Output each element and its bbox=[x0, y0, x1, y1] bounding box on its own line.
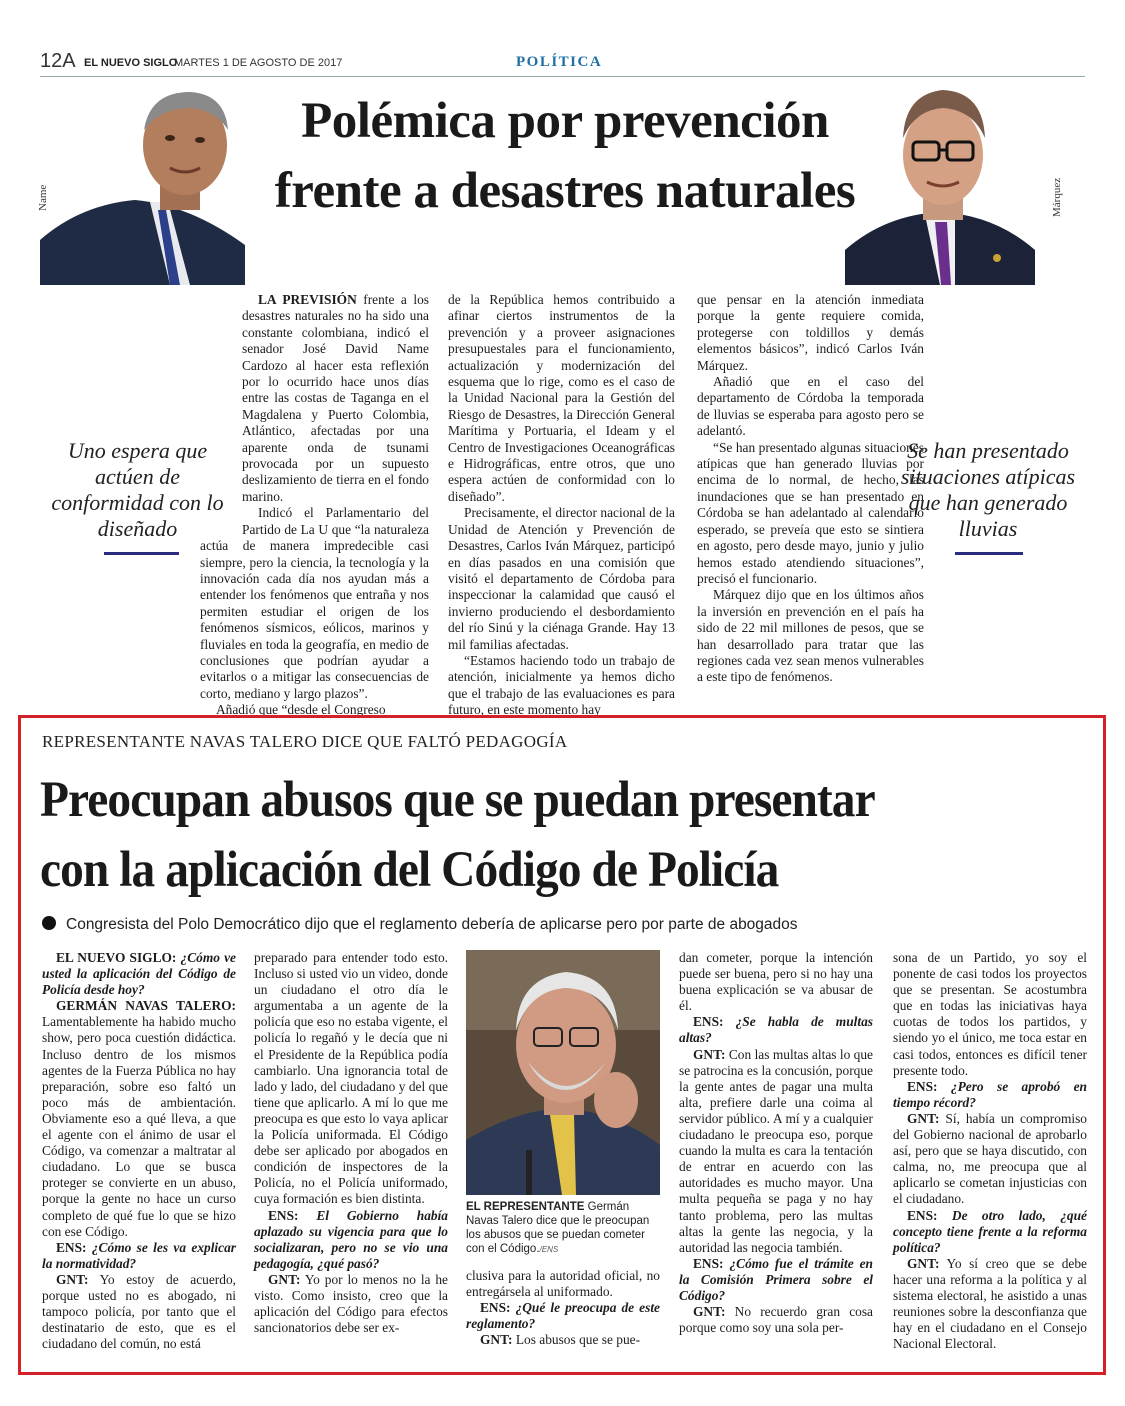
photo-navas-talero bbox=[466, 950, 660, 1195]
paragraph: Añadió que en el caso del departamento de Córdoba la temporada de lluvias se esperaba para agosto pero se adelantó. bbox=[697, 374, 924, 439]
speaker-label: GNT: bbox=[907, 1255, 940, 1271]
question: ¿Qué le preocupa de este reglamento? bbox=[466, 1300, 660, 1332]
article1-column-1 bbox=[200, 292, 429, 719]
speaker-label: GNT: bbox=[693, 1304, 726, 1320]
speaker-label: ENS: bbox=[480, 1300, 511, 1316]
paragraph: que pensar en la atención inmediata porque la gente requiere comida, protegerse con toldillos y demás elementos básicos”, indicó Carlos Iván Márquez. bbox=[697, 292, 924, 373]
speaker-label: ENS: bbox=[693, 1014, 724, 1030]
article2-column-4 bbox=[679, 950, 873, 1336]
speaker-label: GNT: bbox=[56, 1271, 89, 1287]
paragraph: clusiva para la autoridad oficial, no entregársela al uniformado. bbox=[466, 1268, 660, 1300]
article2-column-3 bbox=[466, 1268, 660, 1348]
headline-line-1: Preocupan abusos que se puedan presentar bbox=[40, 772, 875, 828]
speaker-label: GERMÁN NAVAS TALERO: bbox=[56, 998, 236, 1014]
question: ¿Cómo fue el trámite en la Comisión Primera sobre el Código? bbox=[679, 1255, 873, 1303]
photo-credit-left: Name bbox=[37, 184, 49, 211]
paragraph: de la República hemos contribuido a afinar ciertos instrumentos de la prevención y a proveer asignaciones presupuestales para el funcionamiento, actualización y modernización del esquema que lo rige, como es el caso de la Unidad Nacional para la Gestión del Riesgo de Desastres, la Dirección General Marítima y Portuaria, el Ideam y el Centro de Investigaciones Oceanográficas e Hidrográficas, entre otros, que uno espera actúen de conformidad con lo diseñado”. bbox=[448, 292, 675, 504]
subhead-text: Congresista del Polo Democrático dijo que el reglamento debería de aplicarse pero por parte de abogados bbox=[66, 916, 798, 933]
paragraph: sona de un Partido, yo soy el ponente de casi todos los proyectos que se presentan. Se acostumbra que en todas las iniciativas haya cuotas de todos los partidos, y siendo yo el único, me toca estar en casi todos, entonces es difícil tener presente todo. bbox=[893, 950, 1087, 1078]
paragraph: Añadió que “desde el Congreso bbox=[216, 702, 386, 718]
answer: Sí, había un compromiso del Gobierno nacional de aprobarlo así, pero que se haya discutido, con calma, no, me preocupa que al aplicarlo se cometan injusticias con el ciudadano. bbox=[893, 1110, 1087, 1207]
pull-quote-space bbox=[200, 392, 242, 527]
article2-column-1 bbox=[42, 950, 236, 1352]
question: ¿Cómo se les va explicar la normatividad? bbox=[42, 1239, 236, 1271]
answer: Lamentablemente ha habido mucho show, pero poca cuestión didáctica. Incluso dentro de los mismos agentes de la Fuerza Pública no hay preparación, sobre eso faltó un poco más de ambientación. Obviamente eso a qué lleva, a que el agente con el ánimo de usar el Código, va comenzar a maltratar al ciudadano. Lo que se busca proteger se convierte en un abuso, porque la gente no hace un curso completo de qué fue lo que se hizo con ese Código. bbox=[42, 1014, 236, 1239]
speaker-label: EL NUEVO SIGLO: bbox=[56, 950, 177, 965]
article2-subhead bbox=[42, 916, 798, 934]
speaker-label: GNT: bbox=[480, 1332, 513, 1348]
caption-credit: /ENS bbox=[539, 1245, 559, 1254]
pull-quote-left: Uno espera que actúen de conformidad con lo diseñado bbox=[51, 438, 224, 541]
question: ¿Pero se aprobó en tiempo récord? bbox=[893, 1078, 1087, 1110]
photo-name bbox=[40, 80, 245, 285]
bullet-icon bbox=[42, 916, 56, 930]
pull-quote-right: Se han presentado situaciones atípicas que han generado lluvias bbox=[900, 438, 1076, 541]
paragraph: dan cometer, porque la intención puede ser buena, pero si no hay una buena explicación se va abusar de él. bbox=[679, 950, 873, 1014]
answer: Con las multas altas lo que se patrocina es la concusión, porque la gente antes de pagar una multa alta, prefiere darle una coima al servidor público. A mí y a cualquier ciudadano le preocupa eso, porque cuando la multa es cara la tentación de entrar en acuerdo con las autoridades es mucho mayor. Una multa pequeña se paga y no hay tanto problema, pero las multas altas la gente las negocia, y la autoridad las negocia también. bbox=[679, 1046, 873, 1255]
photo-credit-right: Márquez bbox=[1051, 177, 1063, 217]
photo-caption bbox=[466, 1200, 660, 1257]
paragraph: “Estamos haciendo todo un trabajo de atención, inicialmente ya hemos dicho que el trabajo de las evaluaciones es para futuro, en este momento hay bbox=[448, 652, 675, 718]
article2-column-5 bbox=[893, 950, 1087, 1352]
paragraph: Márquez dijo que en los últimos años la inversión en prevención en el país ha sido de 22 mil millones de pesos, que se han desarrollado para tratar que las regiones cada vez sean menos vulnerables a este tipo de fenómenos. bbox=[697, 587, 924, 685]
section-label: POLÍTICA bbox=[516, 54, 603, 70]
paragraph: frente a los desastres naturales no ha sido una constante colombiana, indicó el senador José David Name Cardozo al hacer esta reflexión por lo ocurrido hace unos días entre las costas de Taganga en el Magdalena y Puerto Colombia, Atlántico, afectadas por una aparente onda de tsunami provocada por un supuesto deslizamiento de tierra en el fondo marino. bbox=[242, 292, 429, 504]
article2-kicker: REPRESENTANTE NAVAS TALERO DICE QUE FALTÓ PEDAGOGÍA bbox=[42, 732, 568, 751]
article1-column-2 bbox=[448, 292, 675, 719]
lead-word: LA PREVISIÓN bbox=[258, 292, 357, 307]
answer: Los abusos que se pue- bbox=[512, 1332, 641, 1348]
speaker-label: ENS: bbox=[56, 1239, 87, 1255]
speaker-label: GNT: bbox=[907, 1110, 940, 1126]
article2-column-2 bbox=[254, 950, 448, 1336]
caption-text: Germán Navas Talero dice que le preocupan los abusos que se puedan cometer con el Código. bbox=[466, 1201, 650, 1255]
speaker-label: GNT: bbox=[268, 1271, 301, 1287]
answer: Yo estoy de acuerdo, porque usted no es abogado, ni tampoco policía, por tanto que el destinatario de esto, que es el ciudadano del común, no está bbox=[42, 1271, 236, 1352]
speaker-label: GNT: bbox=[693, 1046, 726, 1062]
headline-line-2: con la aplicación del Código de Policía bbox=[40, 842, 779, 898]
question: De otro lado, ¿qué concepto tiene frente a la reforma política? bbox=[893, 1207, 1087, 1255]
answer: Yo por lo menos no la he visto. Como insisto, creo que la aplicación del Código para efectos sancionatorios debe ser ex- bbox=[254, 1271, 448, 1336]
paragraph: Precisamente, el director nacional de la Unidad de Atención y Prevención de Desastres, Carlos Iván Márquez, participó en días pasados en una comisión que visitó el departamento de Córdoba para inspeccionar la calamidad que causó el invierno produciendo el desbordamiento del río Sinú y la ciénaga Grande. Hay 13 mil familias afectadas. bbox=[448, 505, 675, 652]
question: El Gobierno había aplazado su vigencia para que lo socializaran, pero no se vio una pedagogía, ¿qué pasó? bbox=[254, 1207, 448, 1271]
portrait-image bbox=[466, 950, 660, 1195]
question: ¿Se habla de multas altas? bbox=[679, 1014, 873, 1046]
article1-column-3 bbox=[697, 292, 924, 686]
speaker-label: ENS: bbox=[268, 1207, 299, 1223]
pull-quote-right-rule bbox=[955, 552, 1023, 555]
pull-quote-left-rule bbox=[104, 552, 179, 555]
paragraph: preparado para entender todo esto. Incluso si usted vio un video, donde un ciudadano el otro día le argumentaba a un agente de la policía que eso no estaba vigente, el policía lo regañó y le decía que ni el Presidente de la República podía cambiarlo. Una ignorancia total de lado y lado, del ciudadano y del que tiene que aplicarlo. A mí lo que me preocupa es que esto lo vaya aplicar la Policía uniformada. El Código debe ser aplicado por abogados en condición de inspectores de la Policía, no el Policía uniformado, cuya formación es bien distinta. bbox=[254, 950, 448, 1207]
answer: No recuerdo gran cosa porque como soy una sola per- bbox=[679, 1304, 873, 1336]
page-header bbox=[40, 48, 1085, 77]
caption-lead: EL REPRESENTANTE bbox=[466, 1201, 585, 1213]
page-number: 12A bbox=[40, 50, 76, 72]
paragraph: Indicó el Parlamentario del Partido de La U que “la naturaleza actúa de manera impredecible casi siempre, pero la ciencia, la tecnología y la innovación cada día nos ayudan más a entender los fenómenos que entraña y nos permiten estudiar el origen de los fenómenos sísmicos, eólicos, marinos y fluviales en toda la geografía, en medio de conclusiones que podrían ayudar a evitarlos o a mitigar las consecuencias de corto, mediano y largo plazos”. bbox=[200, 505, 429, 701]
speaker-label: ENS: bbox=[907, 1207, 938, 1223]
newspaper-name: EL NUEVO SIGLO bbox=[84, 57, 178, 69]
article1-headline: Polémica por prevención frente a desastres naturales bbox=[274, 93, 856, 219]
article2-headline bbox=[40, 765, 1017, 905]
issue-date: MARTES 1 DE AGOSTO DE 2017 bbox=[174, 57, 343, 69]
speaker-label: ENS: bbox=[907, 1078, 938, 1094]
portrait-image bbox=[40, 80, 245, 285]
answer: Yo sí creo que se debe hacer una reforma a la política y al sistema electoral, he asistido a unas reuniones sobre la desconfianza que hay en el ciudadano en el Consejo Nacional Electoral. bbox=[893, 1255, 1087, 1352]
question: ¿Cómo ve usted la aplicación del Código de Policía desde hoy? bbox=[42, 950, 236, 998]
paragraph: “Se han presentado algunas situaciones atípicas que han generado lluvias por encima de lo normal, de hecho, las inundaciones que se han presentado en Córdoba se han adelantado al calendario esperado, se preveía que esto se sintiera en agosto, pero desde mayo, junio y julio hemos estado atendiendo situaciones”, precisó el funcionario. bbox=[697, 439, 924, 586]
speaker-label: ENS: bbox=[693, 1255, 724, 1271]
